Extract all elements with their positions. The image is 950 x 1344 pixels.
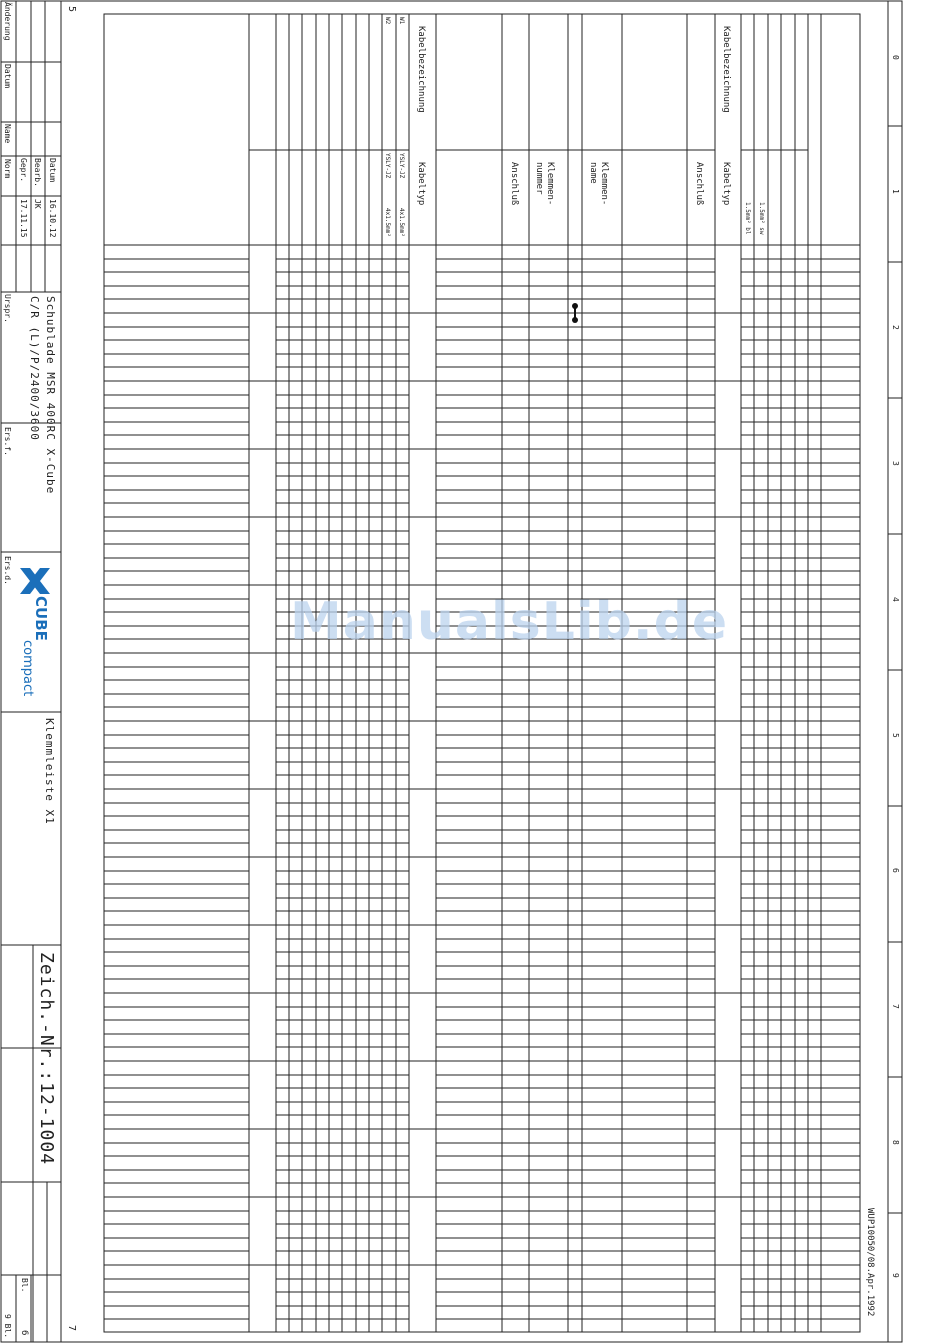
label-norm-row: Norm	[3, 159, 12, 179]
sheet-number: 6	[19, 1330, 29, 1336]
grid-number-0: 0	[891, 55, 900, 60]
grid-number-2: 2	[891, 325, 900, 330]
watermark: ManualsLib.de	[290, 592, 729, 652]
label-gepr: Gepr.	[19, 158, 28, 183]
x-icon	[18, 566, 52, 596]
label-bearb: Bearb.	[33, 158, 42, 187]
value-gepr: 17.11.15	[19, 199, 28, 238]
label-ers-f: Ers.f.	[3, 427, 12, 456]
grid-number-9: 9	[891, 1273, 900, 1278]
drawing-title: Klemmleiste X1	[43, 718, 56, 825]
header-wire-bl: 1.5mm² bl	[744, 202, 751, 235]
header-cable-w2-code: YSLY-JZ	[384, 153, 391, 179]
value-datum: 16.10.12	[48, 199, 57, 238]
sheet-label: Bl.	[20, 1278, 29, 1293]
header-cable-w2: W2	[384, 17, 391, 25]
header-right-kabeltyp: Kabeltyp	[721, 162, 731, 206]
logo-cube-text: CUBE	[32, 596, 50, 641]
project-line-1: Schublade MSR 400RC X-Cube	[44, 296, 57, 495]
header-right-kabelbezeichnung: Kabelbezeichnung	[721, 26, 731, 113]
project-line-2: C/R (L)/P/2400/3600	[28, 296, 41, 441]
header-wire-sw: 1.5mm² sw	[758, 202, 765, 235]
label-name-row: Name	[3, 124, 12, 144]
label-aenderung: Änderung	[3, 2, 12, 41]
header-cable-w1-type: 4x1.5mm²	[398, 208, 405, 237]
grid-number-4: 4	[891, 597, 900, 602]
grid-number-7: 7	[891, 1004, 900, 1009]
label-ers-d: Ers.d.	[3, 556, 12, 585]
label-datum: Datum	[48, 158, 57, 183]
grid-number-1: 1	[891, 189, 900, 194]
grid-number-3: 3	[891, 461, 900, 466]
drawing-number: Zeich.-Nr.:12-1004	[36, 952, 57, 1166]
label-urspr: Urspr.	[3, 294, 12, 323]
value-bearb: JK	[33, 199, 42, 209]
grid-number-8: 8	[891, 1140, 900, 1145]
logo-compact-text: compact	[20, 640, 35, 697]
sheet-marker-top: 5	[66, 6, 77, 13]
header-right-anschluss: Anschluß	[694, 162, 704, 206]
sheet-total: 9 Bl.	[3, 1314, 12, 1339]
grid-number-6: 6	[891, 868, 900, 873]
grid-number-5: 5	[891, 733, 900, 738]
header-klemmennummer: Klemmen- nummer	[534, 162, 555, 206]
label-datum-row: Datum	[3, 64, 12, 89]
header-cable-w1: W1	[398, 17, 405, 25]
header-cable-w2-type: 4x1.5mm²	[384, 208, 391, 237]
header-left-anschluss: Anschluß	[509, 162, 519, 206]
header-cable-w1-code: YSLY-JZ	[398, 153, 405, 179]
outer-frame	[1, 1, 902, 1342]
header-left-kabeltyp: Kabeltyp	[416, 162, 426, 206]
sheet-marker-bottom: 7	[66, 1325, 77, 1332]
header-klemmenname: Klemmen- name	[588, 162, 609, 206]
xcube-logo	[4, 560, 60, 710]
header-left-kabelbezeichnung: Kabelbezeichnung	[416, 26, 426, 113]
form-code: WUP10050/08.Apr.1992	[865, 1208, 875, 1317]
